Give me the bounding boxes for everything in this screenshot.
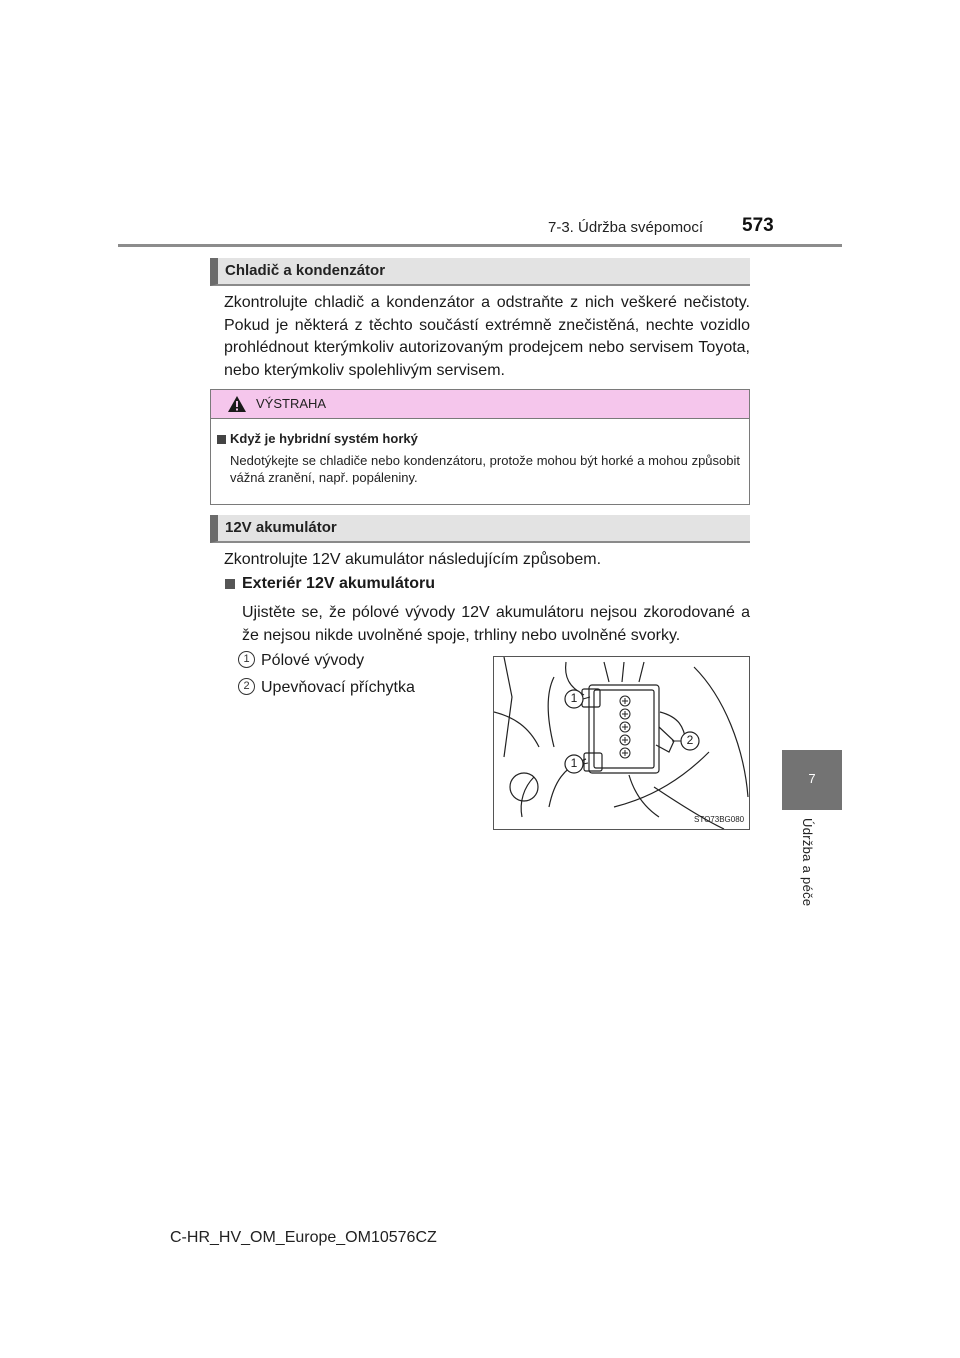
callout-label-1: Pólové vývody [261, 652, 365, 669]
battery-sub-paragraph: Ujistěte se, že pólové vývody 12V akumulátoru nejsou zkorodované a že nejsou nikde uvolněné spoje, trhliny nebo uvolněné svorky. [242, 604, 750, 644]
page-number: 573 [742, 215, 774, 236]
document-footer: C-HR_HV_OM_Europe_OM10576CZ [170, 1229, 437, 1246]
warning-title: VÝSTRAHA [256, 396, 327, 411]
warning-text: Nedotýkejte se chladiče nebo kondenzátoru, protože mohou být horké a mohou způsobit vážná zranění, např. popáleniny. [230, 453, 740, 485]
figure-marker-1b: 1 [570, 756, 578, 770]
section-title: 12V akumulátor [225, 519, 337, 536]
warning-bullet-icon [217, 435, 226, 444]
figure-marker-1: 1 [570, 691, 578, 705]
figure-marker-2: 2 [686, 733, 694, 747]
engine-bay-illustration [494, 657, 749, 829]
chapter-label: Údržba a péče [800, 818, 815, 907]
header-rule [118, 244, 842, 247]
warning-triangle-icon [227, 395, 247, 413]
chapter-number: 7 [808, 771, 816, 786]
battery-paragraph: Zkontrolujte 12V akumulátor následujícím způsobem. [224, 551, 602, 568]
battery-figure [493, 656, 750, 830]
callout-number-1: 1 [238, 651, 255, 668]
section-heading-battery [210, 515, 750, 543]
section-breadcrumb: 7-3. Údržba svépomocí [548, 219, 704, 236]
radiator-paragraph: Zkontrolujte chladič a kondenzátor a odstraňte z nich veškeré nečistoty. Pokud je některá z těchto součástí extrémně znečistěná, nechte vozidlo prohlédnout kterýmkoliv autorizovaným prodejcem nebo servisem Toyota, nebo kterýmkoliv spolehlivým servisem. [224, 294, 750, 379]
figure-code: STO73BG080 [694, 815, 745, 824]
warning-subheading: Když je hybridní systém horký [230, 431, 418, 446]
section-heading-radiator [210, 258, 750, 286]
battery-subheading: Exteriér 12V akumulátoru [242, 575, 435, 592]
subheading-bullet-icon [225, 579, 235, 589]
section-title: Chladič a kondenzátor [225, 262, 386, 279]
callout-label-2: Upevňovací příchytka [261, 679, 415, 696]
callout-number-2: 2 [238, 678, 255, 695]
